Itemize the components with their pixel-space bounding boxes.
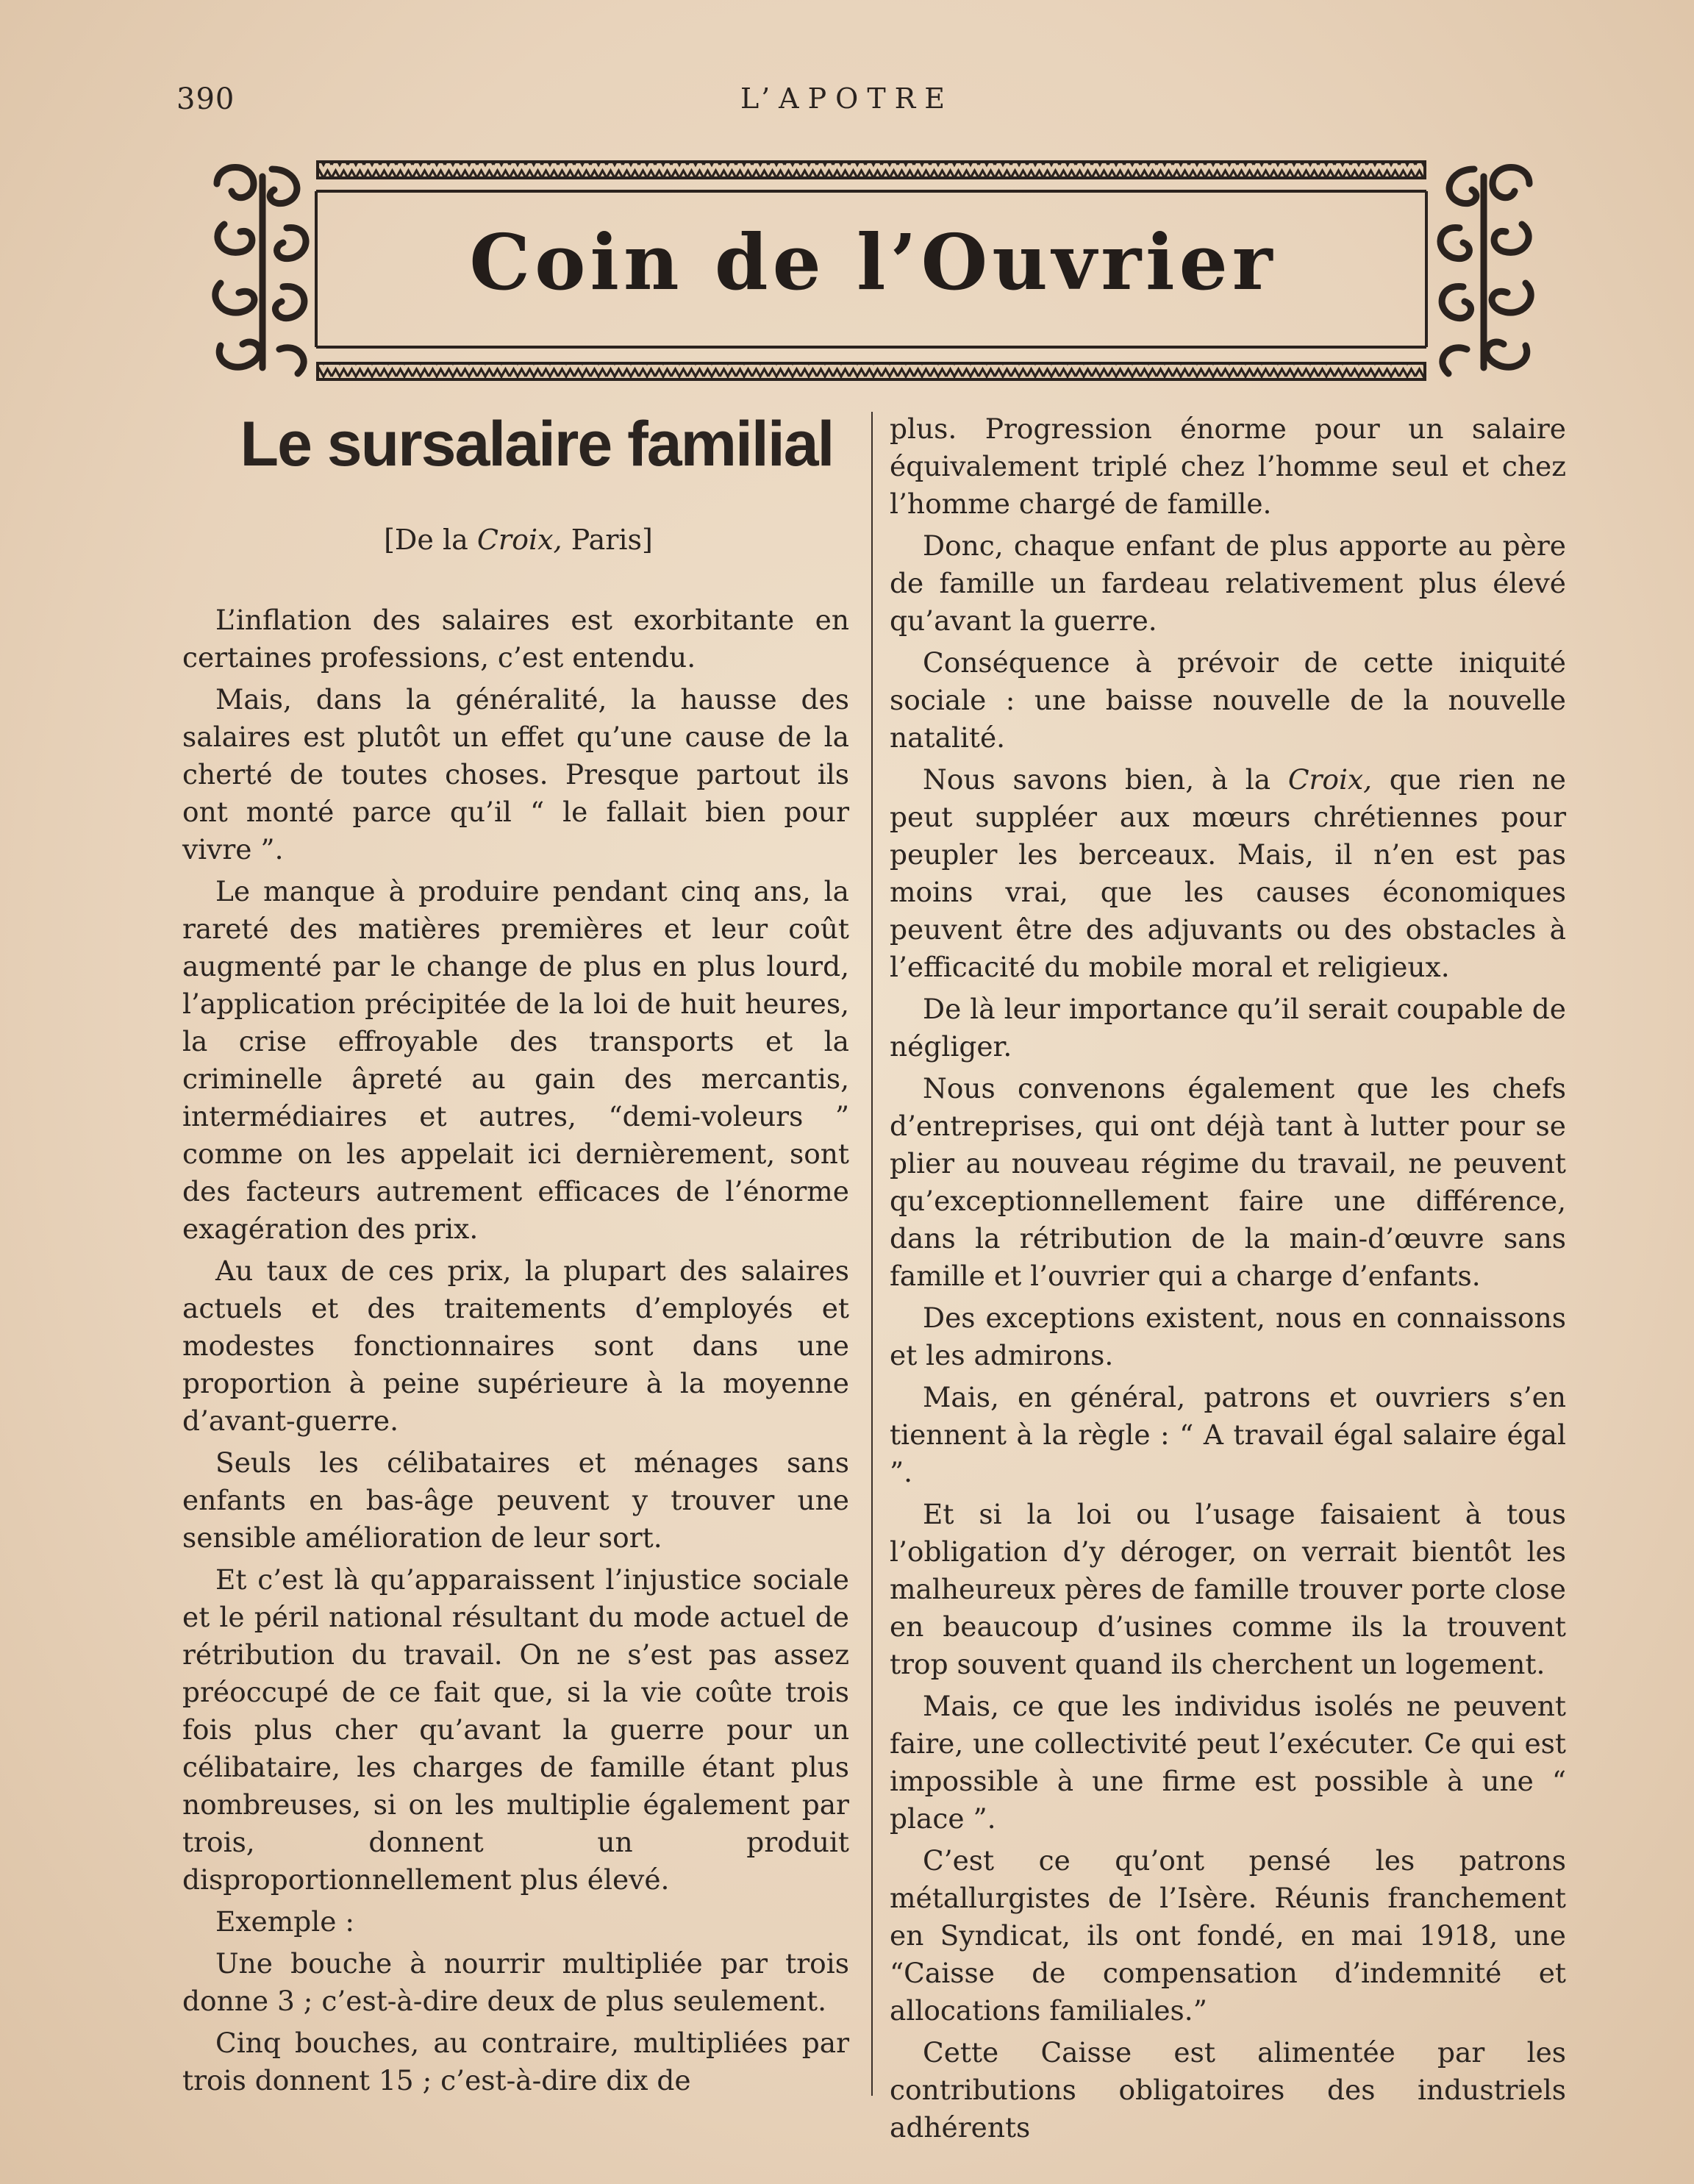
section-banner	[202, 154, 1544, 386]
article-title: Le sursalaire familial	[240, 409, 834, 479]
paragraph: Exemple :	[215, 1905, 355, 1938]
paragraph: Mais, en général, patrons et ouvriers s’en tiennent à la règle : “ A travail égal salaire égal ”.	[890, 1381, 1566, 1488]
running-title: L’APOTRE	[740, 82, 954, 115]
paragraph: De là leur importance qu’il serait coupable de négliger.	[890, 993, 1566, 1063]
paragraph	[890, 761, 1566, 986]
paragraph: Des exceptions existent, nous en connaissons et les admirons.	[890, 1302, 1566, 1371]
paragraph: Mais, ce que les individus isolés ne peuvent faire, une collectivité peut l’exécuter. Ce qui est impossible à une firme est possible à une “ place ”.	[890, 1690, 1566, 1835]
paragraph: Conséquence à prévoir de cette iniquité sociale : une baisse nouvelle de la nouvelle natalité.	[890, 646, 1566, 754]
paragraph: Au taux de ces prix, la plupart des salaires actuels et des traitements d’employés et modestes fonctionnaires sont dans une proportion à peine supérieure à la moyenne d’avant-guerre.	[182, 1255, 849, 1437]
source-publication: Croix,	[476, 524, 562, 556]
page-number: 390	[176, 82, 235, 116]
left-column	[182, 602, 849, 2104]
text: Nous savons bien, à la	[923, 763, 1288, 796]
source-suffix: Paris]	[562, 524, 653, 556]
paragraph: C’est ce qu’ont pensé les patrons métallurgistes de l’Isère. Réunis franchement en Syndicat, ils ont fondé, en mai 1918, une “Caisse de compensation d’indemnité et allocations familiales.”	[890, 1844, 1566, 2027]
paragraph: L’inflation des salaires est exorbitante en certaines professions, c’est entendu.	[182, 604, 849, 674]
paragraph: Donc, chaque enfant de plus apporte au père de famille un fardeau relativement plus élevé qu’avant la guerre.	[890, 529, 1566, 637]
section-title: Coin de l’Ouvrier	[469, 217, 1277, 307]
paragraph: Et si la loi ou l’usage faisaient à tous l’obligation d’y déroger, on verrait bientôt les malheureux pères de famille trouver porte close en beaucoup d’usines comme ils la trouvent trop souvent quand ils cherchent un logement.	[890, 1498, 1566, 1680]
text: que rien ne peut suppléer aux mœurs chrétiennes pour peupler les berceaux. Mais, il n’en est pas moins vrai, que les causes économiques peuvent être des adjuvants ou des obstacles à l’efficacité du mobile moral et religieux.	[890, 763, 1567, 983]
paragraph: Mais, dans la généralité, la hausse des salaires est plutôt un effet qu’une cause de la cherté de toutes choses. Presque partout ils ont monté parce qu’il “ le fallait bien pour vivre ”.	[182, 683, 849, 866]
article-source	[184, 524, 853, 556]
publication-name: Croix,	[1287, 763, 1373, 796]
paragraph: Une bouche à nourrir multipliée par trois donne 3 ; c’est-à-dire deux de plus seulement.	[182, 1947, 849, 2017]
paragraph: Seuls les célibataires et ménages sans enfants en bas-âge peuvent y trouver une sensible amélioration de leur sort.	[182, 1446, 849, 1554]
paragraph: Cette Caisse est alimentée par les contributions obligatoires des industriels adhérents	[890, 2036, 1566, 2144]
paragraph: Le manque à produire pendant cinq ans, la rareté des matières premières et leur coût augmenté par le change de plus en plus lourd, l’application précipitée de la loi de huit heures, la crise effroyable des transports et la criminelle âpreté au gain des mercantis, intermédiaires et autres, “demi-voleurs ” comme on les appelait ici dernièrement, sont des facteurs autrement efficaces de l’énorme exagération des prix.	[182, 875, 849, 1245]
column-divider	[871, 412, 873, 2096]
right-column	[890, 410, 1566, 2151]
paragraph: Nous convenons également que les chefs d’entreprises, qui ont déjà tant à lutter pour se plier au nouveau régime du travail, ne peuvent qu’exceptionnellement faire une différence, dans la rétribution de la main-d’œuvre sans famille et l’ouvrier qui a charge d’enfants.	[890, 1072, 1566, 1292]
source-prefix: [De la	[384, 524, 477, 556]
paragraph: Et c’est là qu’apparaissent l’injustice sociale et le péril national résultant du mode actuel de rétribution du travail. On ne s’est pas assez préoccupé de ce fait que, si la vie coûte trois fois plus cher qu’avant la guerre pour un célibataire, les charges de famille étant plus nombreuses, si on les multiplie également par trois, donnent un produit disproportionnellement plus élevé.	[182, 1563, 849, 1896]
paragraph: Cinq bouches, au contraire, multipliées par trois donnent 15 ; c’est-à-dire dix de	[182, 2027, 849, 2096]
paragraph: plus. Progression énorme pour un salaire équivalement triplé chez l’homme seul et chez l’homme chargé de famille.	[890, 413, 1566, 520]
